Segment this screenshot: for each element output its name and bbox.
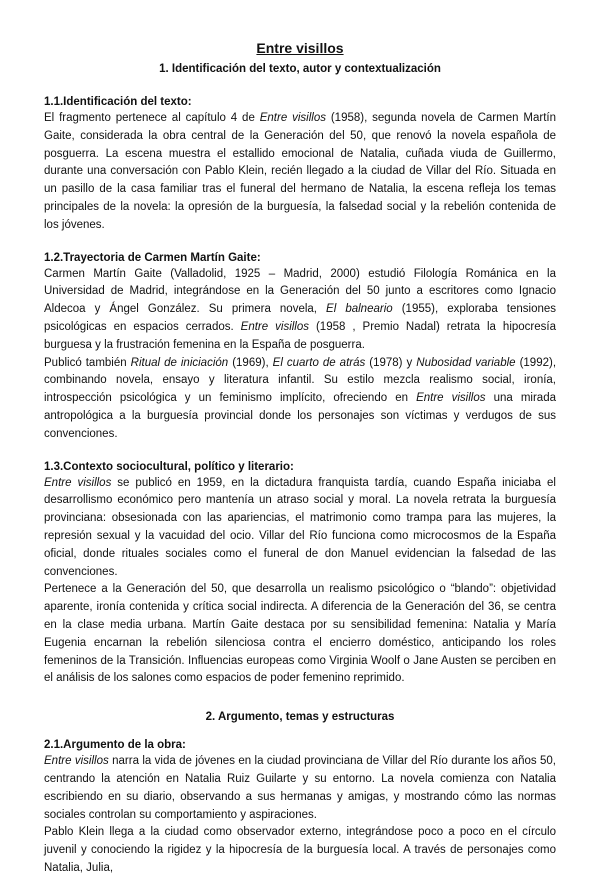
document-title: Entre visillos — [256, 40, 344, 56]
paragraph-1-3-1: Entre visillos se publicó en 1959, en la dictadura franquista tardía, cuando España iniciaba el desarrollismo económico pero mantenía un atraso social y moral. La novela retrata la burguesía provinciana: obsesionada con las apariencias, el matrimonio como trampa para las mujeres, la represión sexual y la vacuidad del ocio. Villar del Río funciona como microcosmos de la España oficial, donde rituales sociales como el funeral de don Manuel evidencian la falsedad de las convenciones. — [44, 476, 556, 578]
paragraph-2-1-2: Pablo Klein llega a la ciudad como observador externo, integrándose poco a poco en el círculo juvenil y conociendo la rigidez y la hipocresía de la burguesía local. A través de personajes como Natalia, Julia, — [44, 826, 556, 874]
subsection-1-3-heading: 1.3.Contexto sociocultural, político y literario: — [44, 460, 294, 473]
document-page — [44, 40, 556, 878]
paragraph-1-2-1: Carmen Martín Gaite (Valladolid, 1925 – Madrid, 2000) estudió Filología Románica en la Universidad de Madrid, integrándose en la Generación del 50 junto a escritores como Ignacio Aldecoa y Ángel González. Su primera novela, El balneario (1955), exploraba tensiones psicológicas en espacios cerrados. Entre visillos (1958 , Premio Nadal) retrata la hipocresía burguesa y la frustración femenina en la España de posguerra. — [44, 267, 557, 351]
section-1-heading: 1. Identificación del texto, autor y contextualización — [159, 63, 441, 75]
paragraph-2-1-1: Entre visillos narra la vida de jóvenes en la ciudad provinciana de Villar del Río durante los años 50, centrando la atención en Natalia Ruiz Guilarte y su entorno. La novela comienza con Natalia escribiendo en su diario, observando a sus hermanas y amigas, y mostrando cómo las normas sociales controlan su comportamiento y aspiraciones. — [44, 755, 556, 821]
paragraph-1-3-2: Pertenece a la Generación del 50, que desarrolla un realismo psicológico o “blando”: objetividad aparente, ironía contenida y crítica social indirecta. A diferencia de la Generación del 36, se centra en la clase media urbana. Martín Gaite destaca por su sensibilidad femenina: Natalia y María Eugenia encarnan la rebelión silenciosa contra el encierro doméstico, anticipando los roles femeninos de la Transición. Influencias europeas como Virginia Woolf o Jane Austen se perciben en el análisis de los salones como espacios de poder femenino reprimido. — [44, 583, 556, 685]
paragraph-1-2-2: Publicó también Ritual de iniciación (1969), El cuarto de atrás (1978) y Nubosidad variable (1992), combinando novela, ensayo y literatura infantil. Su estilo mezcla realismo social, ironía, introspección psicológica y un feminismo implícito, ofreciendo en Entre visillos una mirada antropológica a la burguesía provincial donde los personajes son víctimas y verdugos de sus convenciones. — [44, 356, 557, 440]
section-2-heading: 2. Argumento, temas y estructuras — [205, 711, 395, 724]
subsection-1-1-heading: 1.1.Identificación del texto: — [44, 96, 192, 108]
paragraph-1-1-1: El fragmento pertenece al capítulo 4 de Entre visillos (1958), segunda novela de Carmen Martín Gaite, considerada la obra central de la Generación del 50, que renovó la novela española de posguerra. La escena muestra el estallido emocional de Natalia, cuñada viuda de Guillermo, durante una conversación con Pablo Klein, recién llegado a la ciudad de Villar del Río. Situada en un pasillo de la casa familiar tras el funeral del hermano de Natalia, la escena refleja los temas principales de la novela: la opresión de la burguesía, la falsedad social y la rebelión contenida de los jóvenes. — [44, 112, 556, 231]
subsection-1-2-heading: 1.2.Trayectoria de Carmen Martín Gaite: — [44, 251, 261, 264]
subsection-2-1-heading: 2.1.Argumento de la obra: — [44, 739, 186, 752]
